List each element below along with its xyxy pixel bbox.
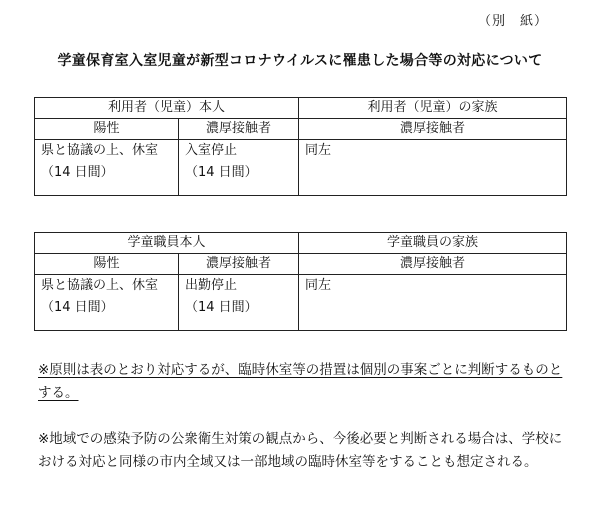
cell-text: 入室停止 bbox=[185, 143, 238, 158]
note-principle-text: ※原則は表のとおり対応するが、臨時休室等の措置は個別の事案ごとに判断するものとする。 bbox=[38, 362, 563, 401]
subheader-family-close-contact: 濃厚接触者 bbox=[299, 254, 567, 275]
header-user-self: 利用者（児童）本人 bbox=[35, 98, 299, 119]
subheader-family-close-contact: 濃厚接触者 bbox=[299, 119, 567, 140]
document-title: 学童保育室入室児童が新型コロナウイルスに罹患した場合等の対応について bbox=[57, 53, 543, 69]
cell-text: （14 日間） bbox=[41, 300, 114, 315]
cell-staff-contact bbox=[179, 275, 299, 331]
cell-text: （14 日間） bbox=[185, 165, 258, 180]
cell-text: （14 日間） bbox=[41, 165, 114, 180]
cell-staff-family: 同左 bbox=[299, 275, 567, 331]
note-principle bbox=[38, 359, 568, 405]
header-user-family: 利用者（児童）の家族 bbox=[299, 98, 567, 119]
cell-staff-positive bbox=[35, 275, 179, 331]
subheader-close-contact: 濃厚接触者 bbox=[179, 254, 299, 275]
staff-response-table bbox=[34, 232, 567, 331]
cell-text: （14 日間） bbox=[185, 300, 258, 315]
cell-text: 県と協議の上、休室 bbox=[41, 278, 159, 293]
subheader-positive: 陽性 bbox=[35, 254, 179, 275]
users-response-table bbox=[34, 97, 567, 196]
annex-label: （別 紙） bbox=[478, 14, 549, 29]
subheader-close-contact: 濃厚接触者 bbox=[179, 119, 299, 140]
cell-text: 出勤停止 bbox=[185, 278, 238, 293]
cell-user-positive bbox=[35, 140, 179, 196]
cell-text: 県と協議の上、休室 bbox=[41, 143, 159, 158]
cell-user-contact bbox=[179, 140, 299, 196]
note-regional-closure: ※地域での感染予防の公衆衛生対策の観点から、今後必要と判断される場合は、学校における対応と同様の市内全域又は一部地域の臨時休室等をすることも想定される。 bbox=[38, 431, 563, 470]
header-staff-self: 学童職員本人 bbox=[35, 233, 299, 254]
header-staff-family: 学童職員の家族 bbox=[299, 233, 567, 254]
cell-user-family: 同左 bbox=[299, 140, 567, 196]
subheader-positive: 陽性 bbox=[35, 119, 179, 140]
